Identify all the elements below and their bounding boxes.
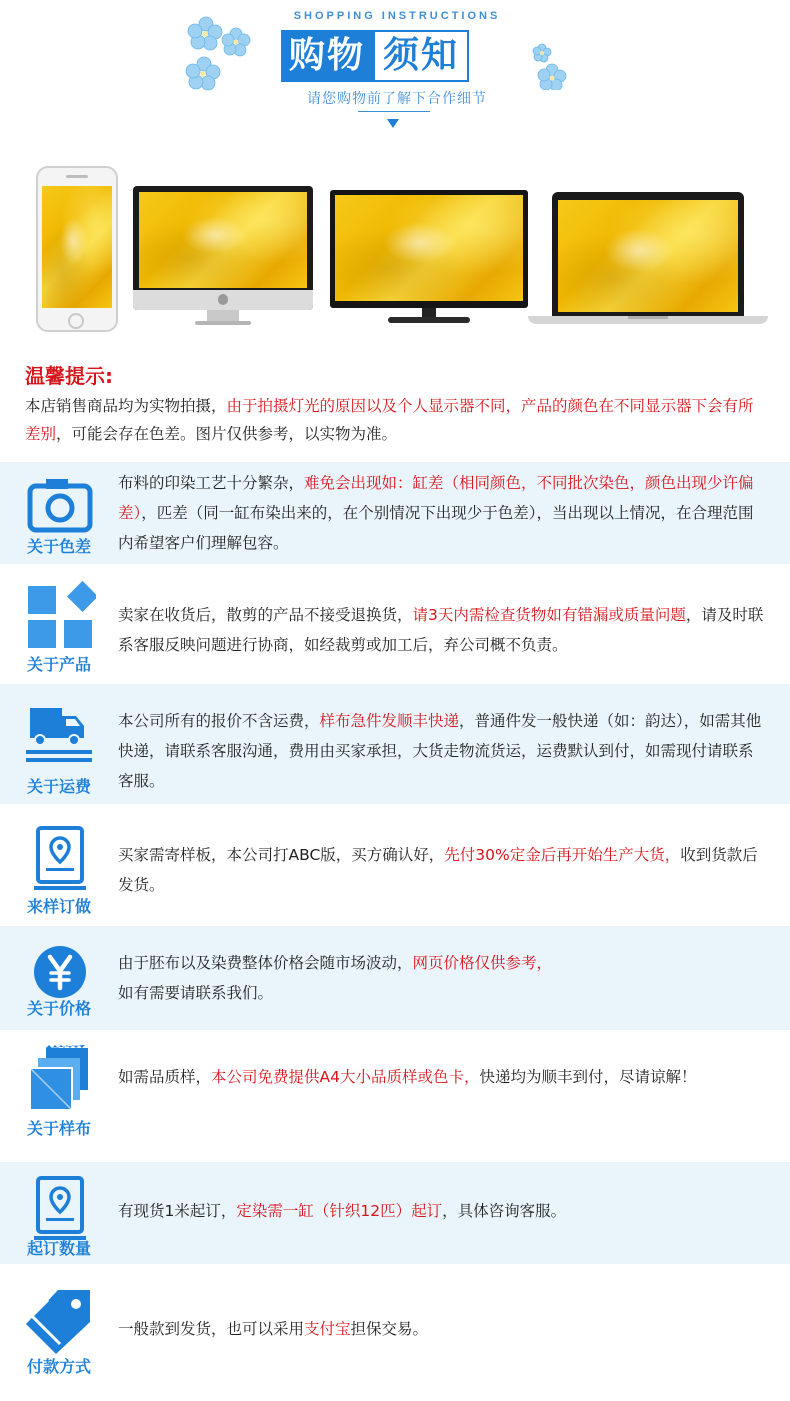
- section-text-part: 收到货款后发货。: [118, 846, 758, 894]
- page-title: [281, 30, 469, 82]
- section-minimum-order: [0, 1162, 790, 1264]
- price-tag-icon: [24, 1286, 96, 1358]
- section-text-part: 本公司所有的报价不含运费，: [118, 712, 320, 730]
- title-part-1: 购物: [281, 30, 373, 82]
- section-text: [118, 600, 766, 660]
- section-text-part: ，匹差（同一缸布染出来的，在个别情况下出现少于色差），当出现以上情况，在合理范围内希望客户们理解包容。: [118, 504, 754, 552]
- tv-monitor-icon: [330, 190, 528, 326]
- section-price: [0, 926, 790, 1030]
- section-label: 关于色差: [26, 537, 91, 556]
- section-label: 关于产品: [26, 655, 91, 674]
- section-text-part: 买家需寄样板，本公司打ABC版，买方确认好，: [118, 846, 445, 864]
- section-text-part: ，普通件发一般快递（如：韵达），如需其他快递，请联系客服沟通，费用由买家承担，大货走物流货运，运费默认到付，如需现付请联系客服。: [118, 712, 762, 790]
- section-text-emphasis: 样布急件发顺丰快递: [319, 712, 460, 730]
- tips-text-part: ，可能会存在色差。图片仅供参考，以实物为准。: [56, 425, 398, 443]
- document-pin-icon: [24, 824, 96, 896]
- device-display-image: [0, 150, 790, 340]
- section-text: [118, 1196, 766, 1226]
- desktop-monitor-icon: [133, 186, 313, 326]
- section-text-part: 由于胚布以及染费整体价格会随市场波动，: [118, 954, 413, 972]
- tips-text: [25, 392, 765, 448]
- warm-tips: [0, 360, 790, 460]
- tips-title: 温馨提示:: [25, 364, 113, 388]
- section-text: [118, 1062, 766, 1092]
- tips-text-emphasis: 由于拍摄灯光的原因以及个人显示器不同，产品的颜色在不同显示器下会有所差别: [25, 397, 754, 443]
- section-text-emphasis: 先付30%定金后再开始生产大货，: [444, 846, 681, 864]
- section-text-emphasis: 本公司免费提供A4大小品质样或色卡，: [211, 1068, 480, 1086]
- section-text-part: 如有需要请联系我们。: [118, 984, 274, 1002]
- flower-decoration-icon: [184, 12, 264, 92]
- section-text-part: 快递均为顺丰到付，尽请谅解！: [479, 1068, 697, 1086]
- section-text: [118, 840, 766, 900]
- phone-device-icon: [36, 166, 118, 332]
- tips-text-part: 本店销售商品均为实物拍摄，: [25, 397, 227, 415]
- section-color-difference: [0, 462, 790, 564]
- truck-icon: [24, 702, 96, 774]
- section-text: [118, 706, 766, 796]
- section-text-emphasis: 网页价格仅供参考，: [412, 954, 553, 972]
- section-text-part: 如需品质样，: [118, 1068, 212, 1086]
- section-text-emphasis: 请3天内需检查货物如有错漏或质量问题: [412, 606, 686, 624]
- fabric-swatch-icon: [24, 1044, 96, 1116]
- page-subtitle: 请您购物前了解下合作细节: [307, 91, 487, 107]
- section-fabric-sample: [0, 1030, 790, 1162]
- section-text-emphasis: 定染需一缸（针织12匹）起订: [236, 1202, 443, 1220]
- section-text-part: 卖家在收货后，散剪的产品不接受退换货，: [118, 606, 413, 624]
- product-grid-icon: [24, 578, 96, 650]
- section-label: 来样订做: [26, 897, 91, 916]
- section-text-part: 一般款到发货，也可以采用: [118, 1320, 305, 1338]
- section-label: 关于运费: [26, 777, 91, 796]
- section-label: 关于样布: [26, 1119, 91, 1138]
- section-shipping: [0, 684, 790, 804]
- title-part-2: 须知: [373, 30, 469, 82]
- section-custom-sample: [0, 804, 790, 926]
- section-text-part: 有现货1米起订，: [118, 1202, 237, 1220]
- laptop-icon: [528, 192, 768, 328]
- flower-decoration-icon: [530, 40, 570, 90]
- section-text-part: 布料的印染工艺十分繁杂，: [118, 474, 305, 492]
- header: [0, 0, 790, 150]
- section-product: [0, 564, 790, 684]
- section-text-emphasis: 难免会出现如：缸差（相同颜色，不同批次染色，颜色出现少许偏差）: [118, 474, 754, 522]
- english-heading: SHOPPING INSTRUCTIONS: [293, 10, 501, 22]
- section-label: 关于价格: [26, 999, 91, 1018]
- section-text-part: ，请及时联系客服反映问题进行协商，如经裁剪或加工后，弃公司概不负责。: [118, 606, 764, 654]
- down-arrow-icon: [387, 119, 399, 128]
- section-label: 起订数量: [26, 1239, 91, 1258]
- section-text: [118, 1314, 766, 1344]
- section-text: [118, 948, 766, 1008]
- section-text: [118, 468, 766, 558]
- section-label: 付款方式: [26, 1357, 91, 1376]
- section-text-part: 担保交易。: [350, 1320, 429, 1338]
- section-text-part: ，具体咨询客服。: [442, 1202, 567, 1220]
- section-payment: [0, 1264, 790, 1401]
- subtitle-underline: [358, 111, 430, 112]
- section-text-emphasis: 支付宝: [304, 1320, 351, 1338]
